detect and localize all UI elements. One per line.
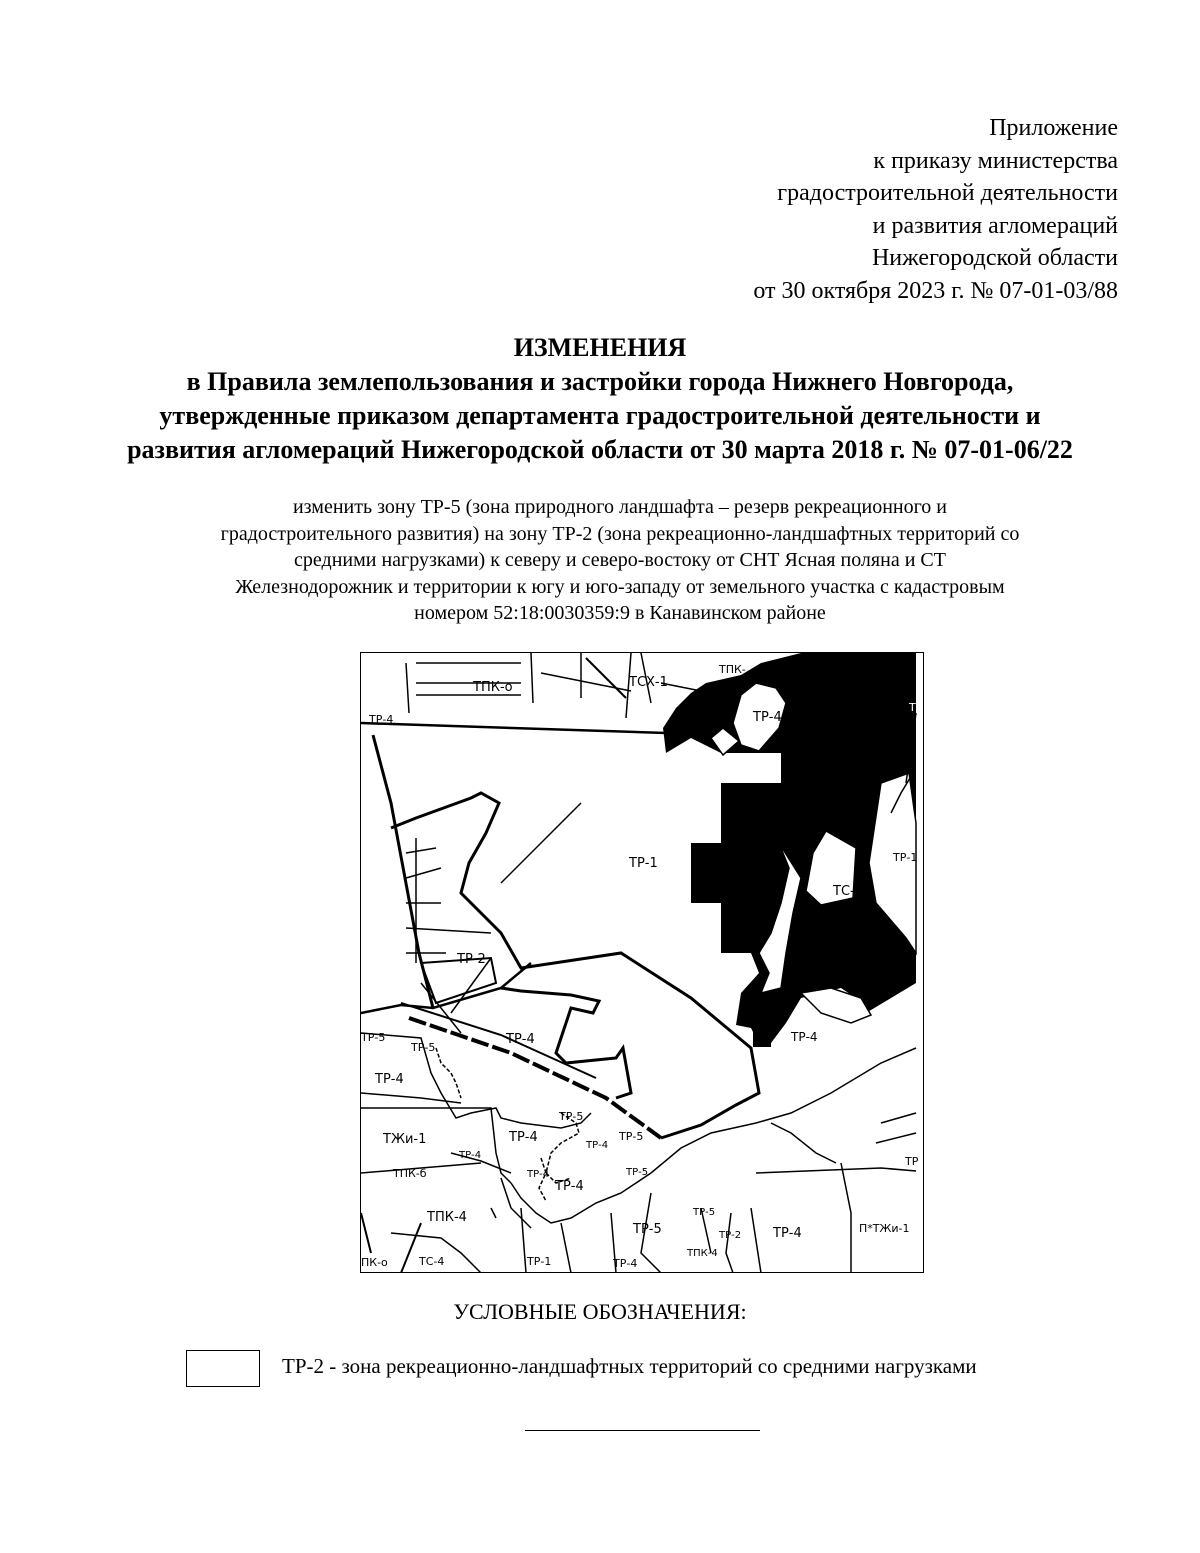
map-label: ТР-4 — [791, 1030, 818, 1044]
map-label: ТР — [905, 1155, 919, 1168]
map-label: ТР — [909, 701, 923, 714]
map-label: П*ТЖи-1 — [859, 1222, 910, 1235]
map-label: ПК-о — [361, 1256, 388, 1269]
map-label: ТР-4 — [506, 1032, 535, 1047]
map-label: ТР-5 — [633, 1222, 662, 1237]
map-label: ТР-4 — [555, 1179, 584, 1194]
map-label: ТР-1 — [527, 1255, 552, 1268]
map-label: ТР-4 — [369, 713, 394, 726]
description-line: Железнодорожник и территории к югу и юго-западу от земельного участка с кадастровым — [235, 575, 1005, 598]
map-label: ТС-3 — [833, 884, 863, 899]
title-line: в Правила землепользования и застройки города Нижнего Новгорода, — [186, 367, 1014, 396]
map-label: ТР-5 — [619, 1130, 644, 1143]
map-label: ТСХ-1 — [629, 675, 668, 690]
legend-title: УСЛОВНЫЕ ОБОЗНАЧЕНИЯ: — [453, 1299, 747, 1324]
map-label: ТПК-б — [393, 1167, 427, 1180]
map-label: ТПК- — [719, 663, 746, 676]
map-label: ТР-1 — [629, 856, 658, 871]
map-label: ТР-4 — [509, 1130, 538, 1145]
map-label: ТР-2 — [719, 1230, 742, 1241]
map-label: ТР-5 — [693, 1207, 716, 1218]
map-label: ТР-2 — [457, 952, 486, 967]
appendix-line: и развития агломераций — [872, 212, 1118, 239]
appendix-line: к приказу министерства — [873, 147, 1118, 174]
legend-swatch — [186, 1350, 260, 1387]
map-label: ТПК-4 — [687, 1248, 718, 1259]
appendix-line: Приложение — [989, 115, 1118, 141]
description-line: изменить зону ТР-5 (зона природного ландшафта – резерв рекреационного и — [292, 496, 948, 518]
zoning-map-svg — [361, 653, 923, 1272]
map-label: ТР-1 — [893, 851, 918, 864]
map-label: ТР-5 — [626, 1167, 649, 1178]
map-label: ТПК-4 — [427, 1210, 467, 1225]
map-label: ТР-4 — [459, 1150, 482, 1161]
appendix-order-date: от 30 октября 2023 г. № 07-01-03/88 — [753, 277, 1118, 304]
map-label: ТР-4 — [613, 1257, 638, 1270]
title-line: утвержденные приказом департамента градостроительной деятельности и — [159, 401, 1041, 430]
title-heading: ИЗМЕНЕНИЯ — [513, 333, 687, 362]
legend-item-label: ТР-2 - зона рекреационно-ландшафтных территорий со средними нагрузками — [282, 1354, 977, 1378]
title-line: развития агломераций Нижегородской области от 30 марта 2018 г. № 07-01-06/22 — [127, 435, 1073, 464]
description-line: номером 52:18:0030359:9 в Канавинском районе — [414, 602, 826, 624]
map-label: ТР-4 — [753, 710, 782, 725]
map-label: ТР-4 — [527, 1169, 550, 1180]
map-label: ТР-5 — [559, 1110, 584, 1123]
document-title — [0, 331, 1200, 467]
appendix-line: градостроительной деятельности — [777, 180, 1118, 206]
change-description — [100, 494, 1140, 627]
description-line: средними нагрузками) к северу и северо-востоку от СНТ Ясная поляна и СТ — [294, 549, 946, 571]
map-label: ТР-5 — [361, 1031, 386, 1044]
map-label: ТР-4 — [773, 1226, 802, 1241]
appendix-block — [753, 112, 1118, 307]
map-label: ТЖи-1 — [383, 1132, 427, 1147]
map-label: ТС-4 — [419, 1255, 445, 1268]
end-divider — [525, 1430, 760, 1431]
map-label: ТР-5 — [411, 1041, 436, 1054]
description-line: градостроительного развития) на зону ТР-2 (зона рекреационно-ландшафтных территорий со — [220, 522, 1020, 545]
map-label: ТПК-о — [473, 680, 513, 695]
map-label: ТР-4 — [375, 1072, 404, 1087]
appendix-line: Нижегородской области — [871, 245, 1118, 271]
map-label: ТР-4 — [586, 1140, 609, 1151]
zoning-map — [360, 652, 924, 1273]
